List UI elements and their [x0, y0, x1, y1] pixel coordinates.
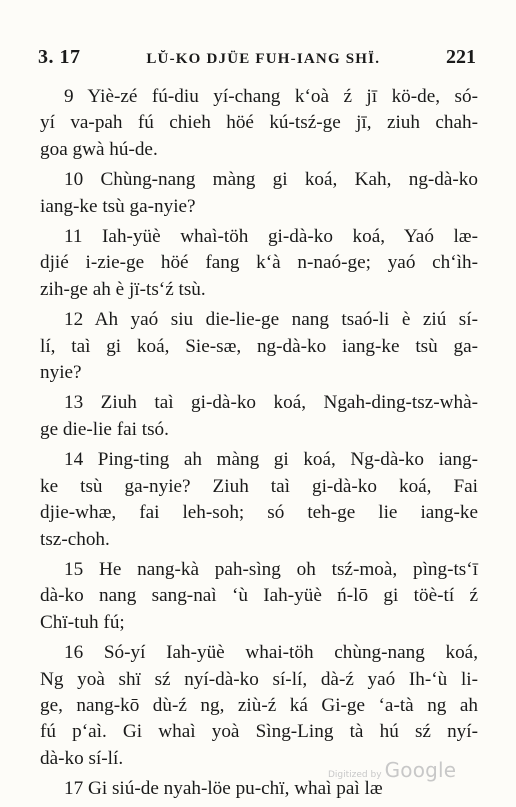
verse-paragraph	[40, 390, 478, 443]
text-line: zih-ge ah è jï-ts‘ź tsù.	[40, 278, 206, 300]
body-text	[40, 84, 478, 807]
text-line: 16 Só-yí Iah-yüè whai-töh chùng-nang koá,	[64, 642, 478, 664]
text-line: dà-ko nang sang-naì ‘ù Iah-yüè ń-lō gi töè-tí ź	[40, 585, 478, 607]
text-line: ge die-lie fai tsó.	[40, 418, 169, 440]
text-line: 12 Ah yaó siu die-lie-ge nang tsaó-li è ziú sí-	[64, 309, 478, 331]
text-line: nyie?	[40, 362, 82, 384]
text-line: goa gwà hú-de.	[40, 138, 158, 160]
text-line: 17 Gi siú-de nyah-löe pu-chï, whaì paì læ	[64, 778, 383, 800]
verse-paragraph	[40, 224, 478, 303]
text-line: 13 Ziuh taì gi-dà-ko koá, Ngah-ding-tsz-whà-	[64, 392, 478, 414]
verse-paragraph	[40, 640, 478, 772]
running-header	[38, 46, 476, 72]
text-line: ke tsù ga-nyie? Ziuh taì gi-dà-ko koá, Fai	[40, 475, 478, 497]
text-line: lí, taì gi koá, Sie-sæ, ng-dà-ko iang-ke tsù ga-	[40, 335, 478, 357]
text-line: 10 Chùng-nang màng gi koá, Kah, ng-dà-ko	[64, 169, 478, 191]
text-line: Chï-tuh fú;	[40, 611, 125, 633]
verse-paragraph	[40, 447, 478, 553]
verse-paragraph	[40, 84, 478, 163]
verse-paragraph	[40, 167, 478, 220]
text-line: 9 Yiè-zé fú-diu yí-chang k‘oà ź jī kö-de, só-	[64, 86, 478, 107]
text-line: fú p‘aì. Gi whaì yoà Sìng-Ling tà hú sź nyí-	[40, 721, 478, 743]
page-number: 221	[446, 46, 476, 68]
text-line: iang-ke tsù ga-nyie?	[40, 195, 196, 217]
text-line: tsz-choh.	[40, 528, 110, 550]
verse-paragraph	[40, 557, 478, 636]
digitized-by-google-watermark	[328, 758, 456, 782]
text-line: djie-whæ, fai leh-soh; só teh-ge lie iang-ke	[40, 502, 478, 524]
text-line: ge, nang-kō dù-ź ng, ziù-ź ká Gi-ge ‘a-tà ng ah	[40, 694, 478, 716]
text-line: dà-ko sí-lí.	[40, 747, 124, 769]
text-line: 14 Ping-ting ah màng gi koá, Ng-dà-ko iang-	[64, 449, 478, 471]
text-line: 11 Iah-yüè whaì-töh gi-dà-ko koá, Yaó læ-	[64, 226, 478, 248]
watermark-prefix: Digitized by	[328, 770, 382, 780]
text-line: yí va-pah fú chieh höé kú-tsź-ge jī, ziuh chah-	[40, 112, 478, 134]
book-title: LŬ-KO DJÜE FUH-IANG SHÏ.	[146, 51, 381, 67]
text-line: djié i-zie-ge höé fang k‘à n-naó-ge; yaó ch‘ìh-	[40, 252, 478, 274]
chapter-verse-label: 3. 17	[38, 46, 81, 68]
google-logo-text: Google	[384, 758, 457, 782]
verse-paragraph	[40, 307, 478, 386]
text-line: Ng yoà shï sź nyí-dà-ko sí-lí, dà-ź yaó Ih-‘ù li-	[40, 668, 478, 690]
text-line: 15 He nang-kà pah-sìng oh tsź-moà, pìng-ts‘ī	[64, 558, 478, 580]
